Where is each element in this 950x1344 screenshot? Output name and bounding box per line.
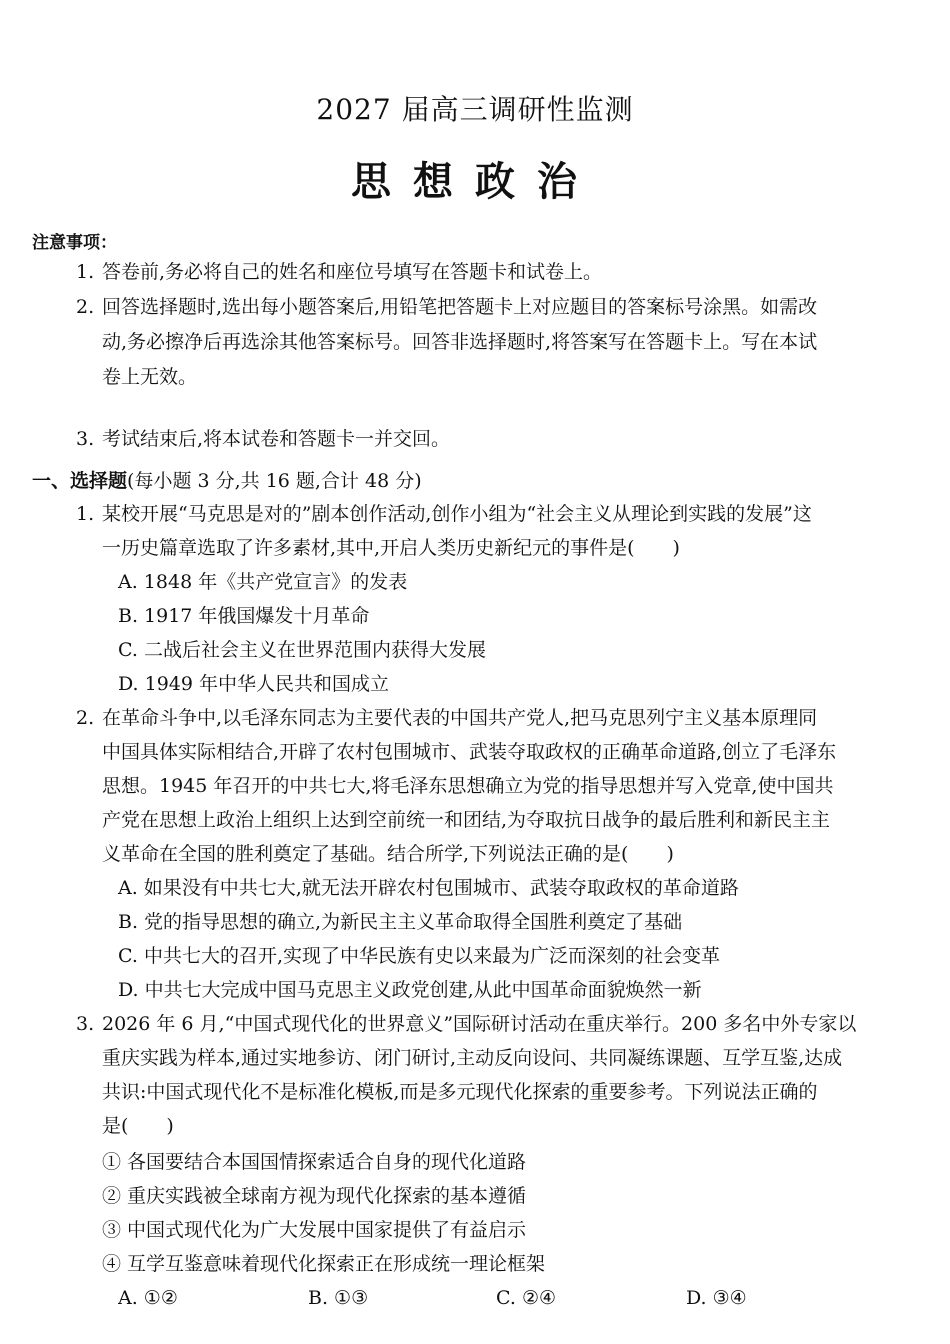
section-heading [32,466,422,493]
question-stem-line: 重庆实践为样本,通过实地参访、闭门研讨,主动反向设问、共同凝练课题、互学互鉴,达成 [102,1047,843,1069]
notice-line: 回答选择题时,选出每小题答案后,用铅笔把答题卡上对应题目的答案标号涂黑。如需改 [102,296,818,318]
question-number: 1. [76,503,95,525]
exam-title: 2027 届高三调研性监测 [316,93,634,126]
section-note: (每小题 3 分,共 16 题,合计 48 分) [127,470,422,492]
section-title: 选择题 [70,470,128,492]
question-stem-line: 2026 年 6 月,“中国式现代化的世界意义”国际研讨活动在重庆举行。200 多名中外专家以 [102,1013,857,1035]
answer-option: A. 1848 年《共产党宣言》的发表 [118,571,408,593]
question-stem-line: 产党在思想上政治上组织上达到空前统一和团结,为夺取抗日战争的最后胜利和新民主主 [102,809,831,831]
question-stem-line: 一历史篇章选取了许多素材,其中,开启人类历史新纪元的事件是( ) [102,537,680,559]
answer-option: C. 二战后社会主义在世界范围内获得大发展 [118,639,486,661]
section-number: 一、 [32,470,71,492]
answer-option: B. 党的指导思想的确立,为新民主主义革命取得全国胜利奠定了基础 [118,911,683,933]
notice-line: 卷上无效。 [102,366,198,388]
notice-number: 3. [76,428,95,450]
statement-item: ③ 中国式现代化为广大发展中国家提供了有益启示 [102,1219,527,1241]
choice-row [118,1287,818,1307]
question-stem-line: 共识:中国式现代化不是标准化模板,而是多元现代化探索的重要参考。下列说法正确的 [102,1081,818,1103]
question-stem-line: 思想。1945 年召开的中共七大,将毛泽东思想确立为党的指导思想并写入党章,使中国共 [102,775,834,797]
statement-item: ④ 互学互鉴意味着现代化探索正在形成统一理论框架 [102,1253,546,1275]
question-stem-line: 是( ) [102,1115,174,1137]
question-number: 2. [76,707,95,729]
question-number: 3. [76,1013,95,1035]
question-stem-line: 中国具体实际相结合,开辟了农村包围城市、武装夺取政权的正确革命道路,创立了毛泽东 [102,741,837,763]
answer-option: D. 中共七大完成中国马克思主义政党创建,从此中国革命面貌焕然一新 [118,979,702,1001]
question-stem-line: 在革命斗争中,以毛泽东同志为主要代表的中国共产党人,把马克思列宁主义基本原理同 [102,707,818,729]
answer-choice: A. ①② [118,1287,178,1307]
notice-heading: 注意事项： [32,233,117,253]
notice-number: 1. [76,261,95,283]
notice-line: 考试结束后,将本试卷和答题卡一并交回。 [102,428,451,450]
subject-title: 思想政治 [351,159,599,205]
notice-number: 2. [76,296,95,318]
notice-line: 动,务必擦净后再选涂其他答案标号。回答非选择题时,将答案写在答题卡上。写在本试 [102,331,818,353]
answer-option: D. 1949 年中华人民共和国成立 [118,673,390,695]
answer-choice: C. ②④ [496,1287,557,1307]
answer-choice: B. ①③ [308,1287,369,1307]
answer-option: A. 如果没有中共七大,就无法开辟农村包围城市、武装夺取政权的革命道路 [118,877,739,899]
statement-item: ① 各国要结合本国国情探索适合自身的现代化道路 [102,1151,527,1173]
notice-line: 答卷前,务必将自己的姓名和座位号填写在答题卡和试卷上。 [102,261,603,283]
question-stem-line: 某校开展“马克思是对的”剧本创作活动,创作小组为“社会主义从理论到实践的发展”这 [102,503,812,525]
answer-choice: D. ③④ [686,1287,747,1307]
answer-option: C. 中共七大的召开,实现了中华民族有史以来最为广泛而深刻的社会变革 [118,945,720,967]
question-stem-line: 义革命在全国的胜利奠定了基础。结合所学,下列说法正确的是( ) [102,843,674,865]
answer-option: B. 1917 年俄国爆发十月革命 [118,605,370,627]
statement-item: ② 重庆实践被全球南方视为现代化探索的基本遵循 [102,1185,527,1207]
